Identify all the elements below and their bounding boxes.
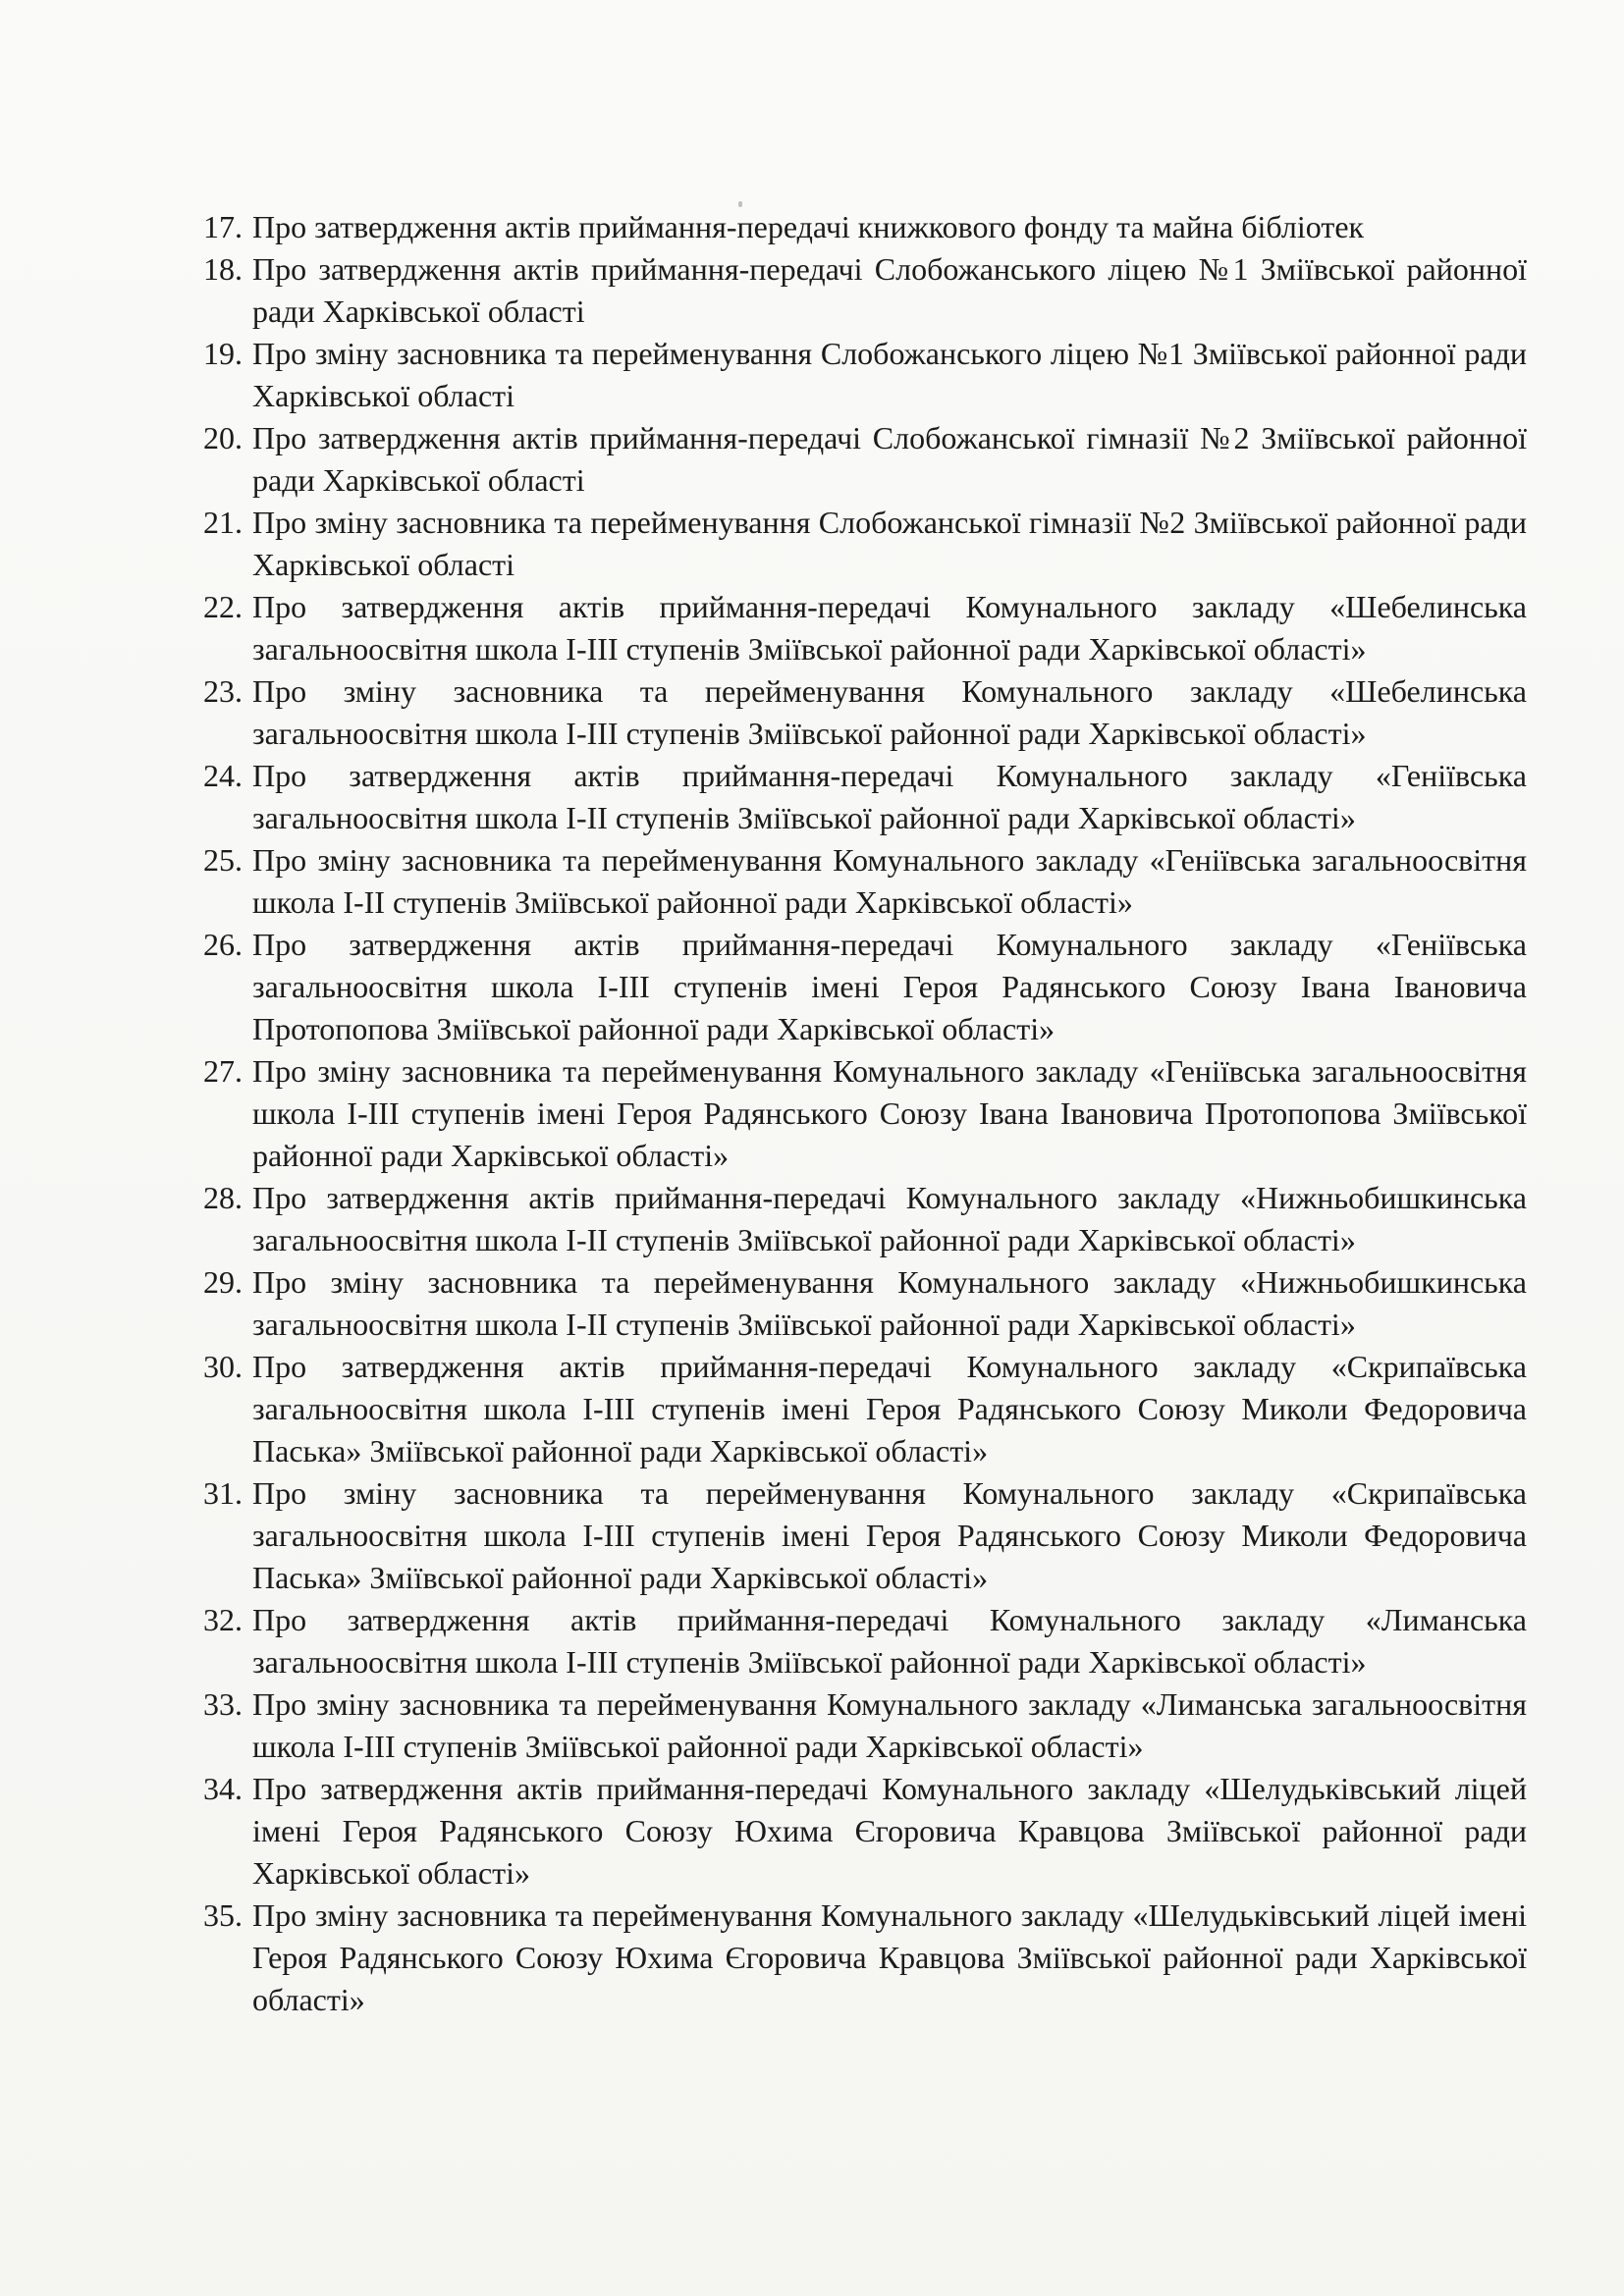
agenda-item (203, 206, 1527, 248)
agenda-item (203, 1346, 1527, 1472)
item-text: Про зміну засновника та перейменування Комунального закладу «Геніївська загальноосвітня школа І-ІІ ступенів Зміївської районної ради Харківської області» (252, 842, 1527, 920)
item-number: 25. (203, 842, 243, 878)
item-text: Про затвердження актів приймання-передачі Комунального закладу «Геніївська загальноосвітня школа І-ІІІ ступенів імені Героя Радянського Союзу Івана Івановича Протопопова Зміївської районної ради Харківської області» (252, 927, 1527, 1046)
item-number: 26. (203, 927, 243, 962)
item-text: Про затвердження актів приймання-передачі Комунального закладу «Нижньобишкинська загальноосвітня школа І-ІІ ступенів Зміївської районної ради Харківської області» (252, 1180, 1527, 1257)
agenda-item (203, 1177, 1527, 1261)
agenda-item (203, 1895, 1527, 2021)
agenda-item (203, 670, 1527, 755)
item-number: 30. (203, 1349, 243, 1384)
item-text: Про затвердження актів приймання-передачі Слобожанської гімназії №2 Зміївської районної ради Харківської області (252, 420, 1527, 498)
agenda-content (203, 206, 1527, 2021)
agenda-item (203, 1261, 1527, 1346)
item-number: 20. (203, 420, 243, 455)
item-number: 34. (203, 1771, 243, 1806)
item-text: Про затвердження актів приймання-передачі Слобожанського ліцею №1 Зміївської районної ради Харківської області (252, 251, 1527, 329)
item-text: Про затвердження актів приймання-передачі Комунального закладу «Скрипаївська загальноосвітня школа І-ІІІ ступенів імені Героя Радянського Союзу Миколи Федоровича Паська» Зміївської районної ради Харківської області» (252, 1349, 1527, 1468)
agenda-item (203, 333, 1527, 417)
item-text: Про затвердження актів приймання-передачі Комунального закладу «Геніївська загальноосвітня школа І-ІІ ступенів Зміївської районної ради Харківської області» (252, 758, 1527, 835)
item-number: 28. (203, 1180, 243, 1215)
item-text: Про зміну засновника та перейменування Комунального закладу «Нижньобишкинська загальноосвітня школа І-ІІ ступенів Зміївської районної ради Харківської області» (252, 1264, 1527, 1342)
item-number: 21. (203, 505, 243, 540)
item-text: Про зміну засновника та перейменування Комунального закладу «Геніївська загальноосвітня школа І-ІІІ ступенів імені Героя Радянського Союзу Івана Івановича Протопопова Зміївської районної ради Харківської області» (252, 1053, 1527, 1173)
item-number: 19. (203, 336, 243, 371)
item-text: Про зміну засновника та перейменування Комунального закладу «Шелудьківський ліцей імені Героя Радянського Союзу Юхима Єгоровича Кравцова Зміївської районної ради Харківської області» (252, 1897, 1527, 2017)
item-number: 31. (203, 1475, 243, 1511)
item-text: Про затвердження актів приймання-передачі Комунального закладу «Шебелинська загальноосвітня школа І-ІІІ ступенів Зміївської районної ради Харківської області» (252, 589, 1527, 667)
item-number: 32. (203, 1602, 243, 1637)
item-text: Про зміну засновника та перейменування Комунального закладу «Шебелинська загальноосвітня школа І-ІІІ ступенів Зміївської районної ради Харківської області» (252, 673, 1527, 751)
item-text: Про зміну засновника та перейменування Комунального закладу «Лиманська загальноосвітня школа І-ІІІ ступенів Зміївської районної ради Харківської області» (252, 1686, 1527, 1764)
agenda-item (203, 1683, 1527, 1768)
item-number: 23. (203, 673, 243, 709)
item-number: 17. (203, 209, 243, 244)
item-number: 29. (203, 1264, 243, 1300)
item-text: Про затвердження актів приймання-передачі книжкового фонду та майна бібліотек (252, 209, 1365, 244)
item-number: 24. (203, 758, 243, 793)
item-text: Про зміну засновника та перейменування Слобожанського ліцею №1 Зміївської районної ради Харківської області (252, 336, 1527, 413)
agenda-item (203, 417, 1527, 502)
agenda-item (203, 1472, 1527, 1599)
agenda-item (203, 1599, 1527, 1683)
item-text: Про затвердження актів приймання-передачі Комунального закладу «Шелудьківський ліцей імені Героя Радянського Союзу Юхима Єгоровича Кравцова Зміївської районної ради Харківської області» (252, 1771, 1527, 1891)
agenda-item (203, 924, 1527, 1050)
item-text: Про зміну засновника та перейменування Комунального закладу «Скрипаївська загальноосвітня школа І-ІІІ ступенів імені Героя Радянського Союзу Миколи Федоровича Паська» Зміївської районної ради Харківської області» (252, 1475, 1527, 1595)
item-text: Про зміну засновника та перейменування Слобожанської гімназії №2 Зміївської районної ради Харківської області (252, 505, 1527, 582)
agenda-item (203, 1768, 1527, 1895)
agenda-item (203, 1050, 1527, 1177)
agenda-item (203, 248, 1527, 333)
item-number: 35. (203, 1897, 243, 1933)
item-text: Про затвердження актів приймання-передачі Комунального закладу «Лиманська загальноосвітня школа І-ІІІ ступенів Зміївської районної ради Харківської області» (252, 1602, 1527, 1680)
agenda-item (203, 502, 1527, 586)
agenda-item (203, 839, 1527, 924)
agenda-item (203, 755, 1527, 839)
item-number: 33. (203, 1686, 243, 1722)
agenda-item (203, 586, 1527, 670)
item-number: 18. (203, 251, 243, 287)
item-number: 27. (203, 1053, 243, 1089)
agenda-list (203, 206, 1527, 2021)
item-number: 22. (203, 589, 243, 624)
